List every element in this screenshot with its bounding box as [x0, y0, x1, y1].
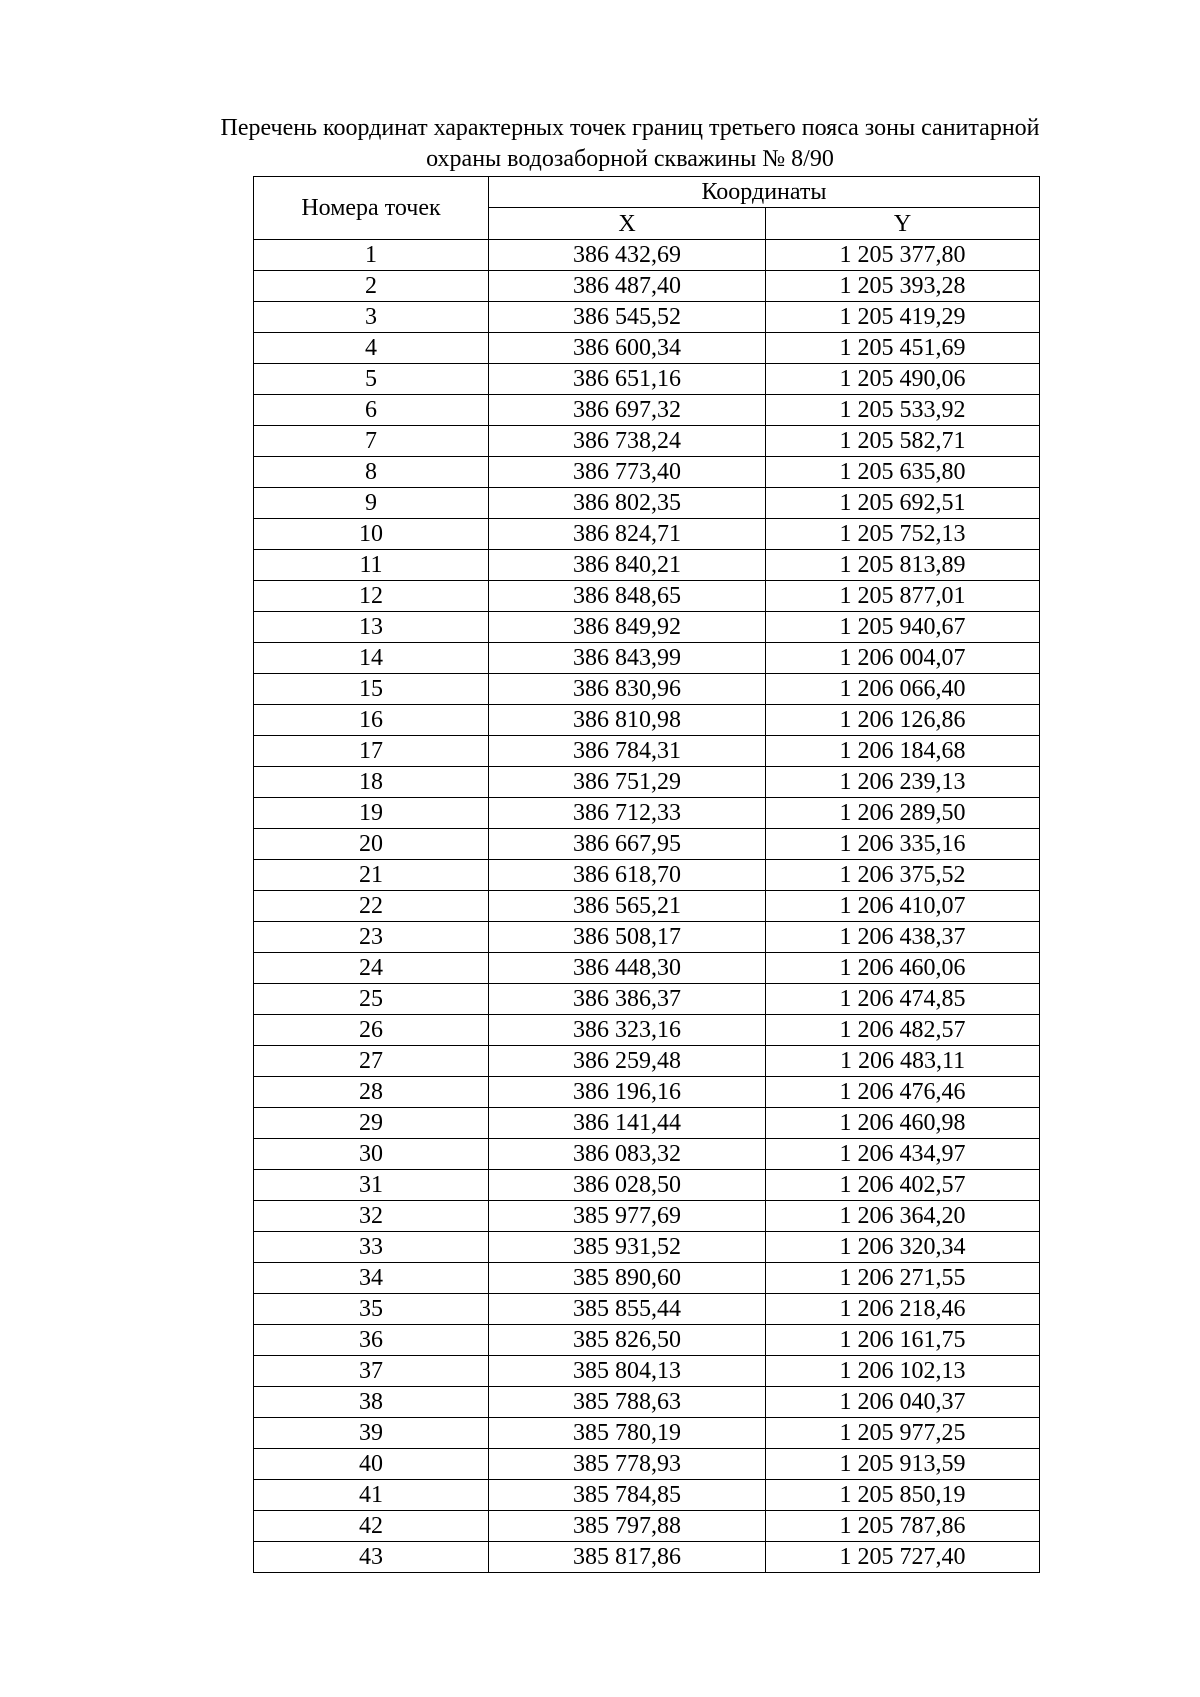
cell-x: 386 738,24 — [489, 426, 766, 457]
cell-y: 1 206 474,85 — [766, 984, 1040, 1015]
cell-x: 386 028,50 — [489, 1170, 766, 1201]
table-row — [254, 1077, 1040, 1108]
cell-y: 1 206 218,46 — [766, 1294, 1040, 1325]
cell-y: 1 205 377,80 — [766, 240, 1040, 271]
table-row — [254, 922, 1040, 953]
cell-y: 1 205 913,59 — [766, 1449, 1040, 1480]
table-row — [254, 860, 1040, 891]
cell-x: 386 830,96 — [489, 674, 766, 705]
cell-x: 386 773,40 — [489, 457, 766, 488]
cell-point-number: 29 — [254, 1108, 489, 1139]
cell-y: 1 205 692,51 — [766, 488, 1040, 519]
cell-y: 1 206 320,34 — [766, 1232, 1040, 1263]
cell-point-number: 33 — [254, 1232, 489, 1263]
cell-point-number: 2 — [254, 271, 489, 302]
table-row — [254, 705, 1040, 736]
cell-point-number: 7 — [254, 426, 489, 457]
cell-y: 1 206 289,50 — [766, 798, 1040, 829]
cell-x: 385 931,52 — [489, 1232, 766, 1263]
cell-point-number: 38 — [254, 1387, 489, 1418]
cell-x: 386 545,52 — [489, 302, 766, 333]
cell-point-number: 36 — [254, 1325, 489, 1356]
cell-x: 386 824,71 — [489, 519, 766, 550]
cell-point-number: 24 — [254, 953, 489, 984]
table-body — [254, 240, 1040, 1573]
cell-y: 1 206 066,40 — [766, 674, 1040, 705]
cell-point-number: 12 — [254, 581, 489, 612]
cell-y: 1 205 533,92 — [766, 395, 1040, 426]
cell-point-number: 31 — [254, 1170, 489, 1201]
table-row — [254, 1325, 1040, 1356]
cell-x: 386 083,32 — [489, 1139, 766, 1170]
table-row — [254, 1108, 1040, 1139]
cell-point-number: 40 — [254, 1449, 489, 1480]
table-row — [254, 1542, 1040, 1573]
cell-x: 385 890,60 — [489, 1263, 766, 1294]
cell-x: 386 697,32 — [489, 395, 766, 426]
cell-y: 1 206 239,13 — [766, 767, 1040, 798]
cell-point-number: 43 — [254, 1542, 489, 1573]
cell-point-number: 11 — [254, 550, 489, 581]
table-row — [254, 1015, 1040, 1046]
cell-point-number: 26 — [254, 1015, 489, 1046]
cell-point-number: 42 — [254, 1511, 489, 1542]
cell-y: 1 205 877,01 — [766, 581, 1040, 612]
document-title — [150, 113, 1110, 175]
table-row — [254, 581, 1040, 612]
cell-point-number: 21 — [254, 860, 489, 891]
cell-x: 386 141,44 — [489, 1108, 766, 1139]
cell-x: 386 565,21 — [489, 891, 766, 922]
cell-x: 386 840,21 — [489, 550, 766, 581]
table-row — [254, 1480, 1040, 1511]
cell-point-number: 17 — [254, 736, 489, 767]
cell-y: 1 205 977,25 — [766, 1418, 1040, 1449]
cell-y: 1 205 419,29 — [766, 302, 1040, 333]
table-row — [254, 271, 1040, 302]
cell-x: 386 448,30 — [489, 953, 766, 984]
cell-point-number: 34 — [254, 1263, 489, 1294]
header-x: X — [489, 208, 766, 240]
cell-y: 1 206 271,55 — [766, 1263, 1040, 1294]
table-row — [254, 426, 1040, 457]
header-coordinates: Координаты — [489, 177, 1040, 208]
title-line-2: охраны водозаборной скважины № 8/90 — [426, 146, 834, 172]
cell-x: 386 487,40 — [489, 271, 766, 302]
cell-point-number: 22 — [254, 891, 489, 922]
cell-point-number: 35 — [254, 1294, 489, 1325]
table-row — [254, 829, 1040, 860]
table-row — [254, 1139, 1040, 1170]
cell-x: 386 843,99 — [489, 643, 766, 674]
cell-y: 1 206 410,07 — [766, 891, 1040, 922]
cell-point-number: 39 — [254, 1418, 489, 1449]
table-row — [254, 891, 1040, 922]
cell-x: 386 259,48 — [489, 1046, 766, 1077]
cell-y: 1 206 460,98 — [766, 1108, 1040, 1139]
cell-point-number: 10 — [254, 519, 489, 550]
cell-y: 1 205 787,86 — [766, 1511, 1040, 1542]
cell-y: 1 205 635,80 — [766, 457, 1040, 488]
cell-y: 1 206 460,06 — [766, 953, 1040, 984]
table-row — [254, 1263, 1040, 1294]
cell-x: 386 784,31 — [489, 736, 766, 767]
cell-x: 385 977,69 — [489, 1201, 766, 1232]
cell-x: 386 618,70 — [489, 860, 766, 891]
cell-x: 385 797,88 — [489, 1511, 766, 1542]
table-row — [254, 240, 1040, 271]
header-point-numbers: Номера точек — [254, 177, 489, 240]
cell-point-number: 25 — [254, 984, 489, 1015]
cell-point-number: 20 — [254, 829, 489, 860]
cell-x: 386 848,65 — [489, 581, 766, 612]
table-row — [254, 364, 1040, 395]
cell-y: 1 206 402,57 — [766, 1170, 1040, 1201]
cell-point-number: 9 — [254, 488, 489, 519]
cell-y: 1 206 040,37 — [766, 1387, 1040, 1418]
table-row — [254, 1418, 1040, 1449]
cell-y: 1 206 126,86 — [766, 705, 1040, 736]
cell-point-number: 23 — [254, 922, 489, 953]
cell-y: 1 205 727,40 — [766, 1542, 1040, 1573]
cell-x: 386 810,98 — [489, 705, 766, 736]
table-row — [254, 1356, 1040, 1387]
cell-x: 386 667,95 — [489, 829, 766, 860]
cell-x: 386 600,34 — [489, 333, 766, 364]
cell-x: 385 780,19 — [489, 1418, 766, 1449]
cell-x: 386 196,16 — [489, 1077, 766, 1108]
cell-x: 386 651,16 — [489, 364, 766, 395]
table-row — [254, 984, 1040, 1015]
cell-y: 1 205 813,89 — [766, 550, 1040, 581]
cell-point-number: 4 — [254, 333, 489, 364]
cell-point-number: 15 — [254, 674, 489, 705]
cell-y: 1 205 752,13 — [766, 519, 1040, 550]
cell-y: 1 205 940,67 — [766, 612, 1040, 643]
cell-x: 386 712,33 — [489, 798, 766, 829]
cell-y: 1 206 483,11 — [766, 1046, 1040, 1077]
cell-point-number: 41 — [254, 1480, 489, 1511]
table-row — [254, 395, 1040, 426]
table-row — [254, 767, 1040, 798]
table-row — [254, 1232, 1040, 1263]
cell-y: 1 206 438,37 — [766, 922, 1040, 953]
table-row — [254, 519, 1040, 550]
cell-x: 385 778,93 — [489, 1449, 766, 1480]
table-row — [254, 1046, 1040, 1077]
cell-y: 1 205 451,69 — [766, 333, 1040, 364]
cell-point-number: 1 — [254, 240, 489, 271]
cell-point-number: 37 — [254, 1356, 489, 1387]
table-row — [254, 550, 1040, 581]
cell-point-number: 30 — [254, 1139, 489, 1170]
cell-y: 1 206 184,68 — [766, 736, 1040, 767]
cell-y: 1 205 582,71 — [766, 426, 1040, 457]
table-row — [254, 302, 1040, 333]
cell-x: 386 323,16 — [489, 1015, 766, 1046]
cell-y: 1 206 004,07 — [766, 643, 1040, 674]
table-row — [254, 674, 1040, 705]
table-row — [254, 1511, 1040, 1542]
cell-y: 1 206 434,97 — [766, 1139, 1040, 1170]
cell-x: 385 826,50 — [489, 1325, 766, 1356]
cell-y: 1 205 490,06 — [766, 364, 1040, 395]
cell-x: 385 855,44 — [489, 1294, 766, 1325]
table-row — [254, 457, 1040, 488]
cell-point-number: 32 — [254, 1201, 489, 1232]
cell-x: 386 386,37 — [489, 984, 766, 1015]
cell-x: 386 432,69 — [489, 240, 766, 271]
cell-x: 386 751,29 — [489, 767, 766, 798]
cell-point-number: 8 — [254, 457, 489, 488]
header-y: Y — [766, 208, 1040, 240]
cell-y: 1 206 482,57 — [766, 1015, 1040, 1046]
table-row — [254, 643, 1040, 674]
title-line-1: Перечень координат характерных точек границ третьего пояса зоны санитарной — [220, 115, 1040, 141]
table-row — [254, 612, 1040, 643]
cell-y: 1 205 393,28 — [766, 271, 1040, 302]
cell-point-number: 27 — [254, 1046, 489, 1077]
cell-x: 386 802,35 — [489, 488, 766, 519]
cell-y: 1 206 375,52 — [766, 860, 1040, 891]
cell-y: 1 205 850,19 — [766, 1480, 1040, 1511]
cell-x: 385 817,86 — [489, 1542, 766, 1573]
cell-point-number: 6 — [254, 395, 489, 426]
cell-point-number: 18 — [254, 767, 489, 798]
cell-x: 385 784,85 — [489, 1480, 766, 1511]
cell-y: 1 206 161,75 — [766, 1325, 1040, 1356]
cell-point-number: 5 — [254, 364, 489, 395]
coordinates-table — [253, 176, 1040, 1573]
cell-x: 385 804,13 — [489, 1356, 766, 1387]
table-row — [254, 333, 1040, 364]
cell-x: 386 849,92 — [489, 612, 766, 643]
cell-point-number: 19 — [254, 798, 489, 829]
cell-point-number: 13 — [254, 612, 489, 643]
table-row — [254, 1294, 1040, 1325]
cell-y: 1 206 476,46 — [766, 1077, 1040, 1108]
cell-y: 1 206 102,13 — [766, 1356, 1040, 1387]
table-row — [254, 1170, 1040, 1201]
table-row — [254, 1449, 1040, 1480]
table-row — [254, 736, 1040, 767]
table-row — [254, 1387, 1040, 1418]
table-row — [254, 1201, 1040, 1232]
cell-x: 386 508,17 — [489, 922, 766, 953]
table-row — [254, 488, 1040, 519]
cell-y: 1 206 335,16 — [766, 829, 1040, 860]
cell-point-number: 16 — [254, 705, 489, 736]
cell-x: 385 788,63 — [489, 1387, 766, 1418]
cell-point-number: 14 — [254, 643, 489, 674]
table-row — [254, 953, 1040, 984]
cell-point-number: 28 — [254, 1077, 489, 1108]
table-row — [254, 798, 1040, 829]
cell-y: 1 206 364,20 — [766, 1201, 1040, 1232]
cell-point-number: 3 — [254, 302, 489, 333]
